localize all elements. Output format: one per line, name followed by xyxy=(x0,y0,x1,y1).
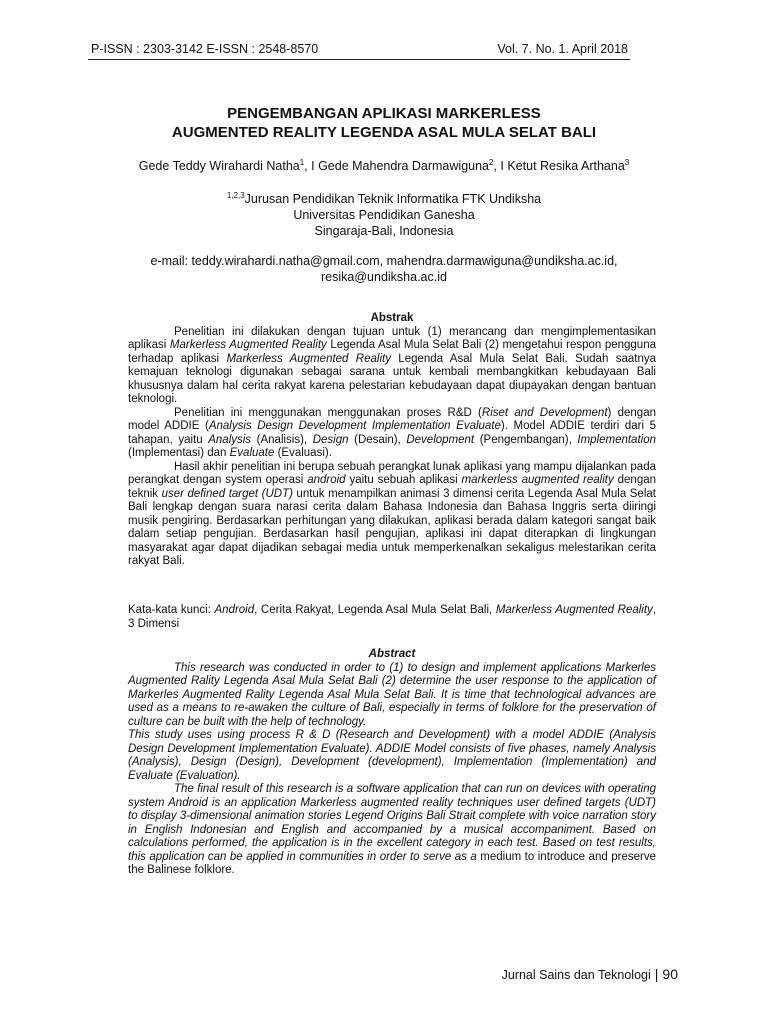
abstract-paragraph-1: This research was conducted in order to (1) to design and implement applications Markerles Augmented Rality Legenda Asal Mula Selat Bali (2) determine the user response to the application of Markerles Augmented Rality Legenda Asal Mula Selat Bali. It is time that technological advances are used as a means to re-awaken the culture of Bali, especially in terms of folklore for the preservation of culture can be built with the help of technology. xyxy=(128,661,656,728)
affiliation-line-3: Singaraja-Bali, Indonesia xyxy=(314,224,454,238)
page-footer xyxy=(502,966,678,982)
affiliation xyxy=(60,191,708,239)
affiliation-line-2: Universitas Pendidikan Ganesha xyxy=(293,208,475,222)
header-rule xyxy=(88,59,630,60)
author-3-sup: 3 xyxy=(624,157,630,167)
author-1: Gede Teddy Wirahardi Natha xyxy=(138,159,300,173)
title-line-2: AUGMENTED REALITY LEGENDA ASAL MULA SELAT BALI xyxy=(171,124,597,141)
author-1-sup: 1 xyxy=(299,157,305,167)
abstract-paragraph-2: This study uses using process R & D (Research and Development) with a model ADDIE (Analysis Design Development Implementation Evaluate). ADDIE Model consists of five phases, namely Analysis (Analysis), Design (Design), Development (development), Implementation (Implementation) and Evaluate (Evaluation). xyxy=(128,729,656,782)
author-sep-2: , xyxy=(493,159,501,173)
page-number: 90 xyxy=(662,966,678,982)
issn-header: P-ISSN : 2303-3142 E-ISSN : 2548-8570 xyxy=(91,42,319,56)
affiliation-line-1: Jurusan Pendidikan Teknik Informatika FTK Undiksha xyxy=(244,192,542,206)
abstract-section xyxy=(128,648,656,878)
affiliation-sup: 1,2,3 xyxy=(226,190,245,200)
abstract-paragraph-3: The final result of this research is a software application that can run on devices with operating system Android is an application Markerless augmented reality techniques user defined targets (UDT) to display 3-dimensional animation stories Legend Origins Bali Strait complete with voice narration story in English Indonesian and English and accompanied by a musical accompaniment. Based on calculations performed, the application is in the excellent category in each test. Based on test results, this application can be applied in communities in order to serve as a medium to introduce and preserve the Balinese folklore. xyxy=(128,783,656,876)
authors xyxy=(60,158,708,174)
abstrak-paragraph-3: Hasil akhir penelitian ini berupa sebuah perangkat lunak aplikasi yang mampu dijalankan pada perangkat dengan system operasi android yaitu sebuah aplikasi markerless augmented reality dengan teknik user defined target (UDT) untuk menampilkan animasi 3 dimensi cerita Legenda Asal Mula Selat Bali lengkap dengan suara narasi cerita dalam Bahasa Indonesia dan Bahasa Inggris serta diiringi musik pengiring. Berdasarkan perhitungan yang dilakukan, aplikasi berada dalam kategori sangat baik dalam setiap pengujian. Berdasarkan hasil pengujian, aplikasi ini dapat diterapkan di lingkungan masyarakat agar dapat dijadikan sebagai media untuk memperkenalkan sekaligus melestarikan cerita rakyat Bali. xyxy=(128,460,657,567)
abstract-heading: Abstract xyxy=(368,648,416,660)
email-line-2: resika@undiksha.ac.id xyxy=(321,270,447,284)
author-2-sup: 2 xyxy=(489,157,494,167)
journal-name: Jurnal Sains dan Teknologi xyxy=(501,968,651,982)
title-line-1: PENGEMBANGAN APLIKASI MARKERLESS xyxy=(227,105,541,122)
abstrak-heading: Abstrak xyxy=(370,312,414,324)
footer-separator: | xyxy=(654,966,659,982)
abstrak-section xyxy=(128,312,656,569)
email-line-1: e-mail: teddy.wirahardi.natha@gmail.com, mahendra.darmawiguna@undiksha.ac.id, xyxy=(150,254,618,268)
volume-header: Vol. 7. No. 1. April 2018 xyxy=(497,42,628,56)
emails xyxy=(60,253,708,285)
abstrak-paragraph-2: Penelitian ini menggunakan menggunakan proses R&D (Riset and Development) dengan model ADDIE (Analysis Design Development Implementation Evaluate). Model ADDIE terdiri dari 5 tahapan, yaitu Analysis (Analisis), Design (Desain), Development (Pengembangan), Implementation (Implementasi) dan Evaluate (Evaluasi). xyxy=(128,406,656,459)
author-2: I Gede Mahendra Darmawiguna xyxy=(311,159,489,173)
paper-title xyxy=(60,104,708,142)
keywords: Kata-kata kunci: Android, Cerita Rakyat, Legenda Asal Mula Selat Bali, Markerless Augmented Reality, 3 Dimensi xyxy=(128,604,657,630)
author-sep-1: , xyxy=(304,159,312,173)
author-3: I Ketut Resika Arthana xyxy=(500,159,625,173)
abstrak-paragraph-1: Penelitian ini dilakukan dengan tujuan untuk (1) merancang dan mengimplementasikan aplikasi Markerless Augmented Reality Legenda Asal Mula Selat Bali (2) mengetahui respon pengguna terhadap aplikasi Markerless Augmented Reality Legenda Asal Mula Selat Bali. Sudah saatnya kemajuan teknologi digunakan sebagai sarana untuk kembali membangkitkan kebudayaan Bali khususnya dalam hal cerita rakyat karena pelestarian kebudayaan dapat diupayakan dengan bantuan teknologi. xyxy=(128,325,656,405)
